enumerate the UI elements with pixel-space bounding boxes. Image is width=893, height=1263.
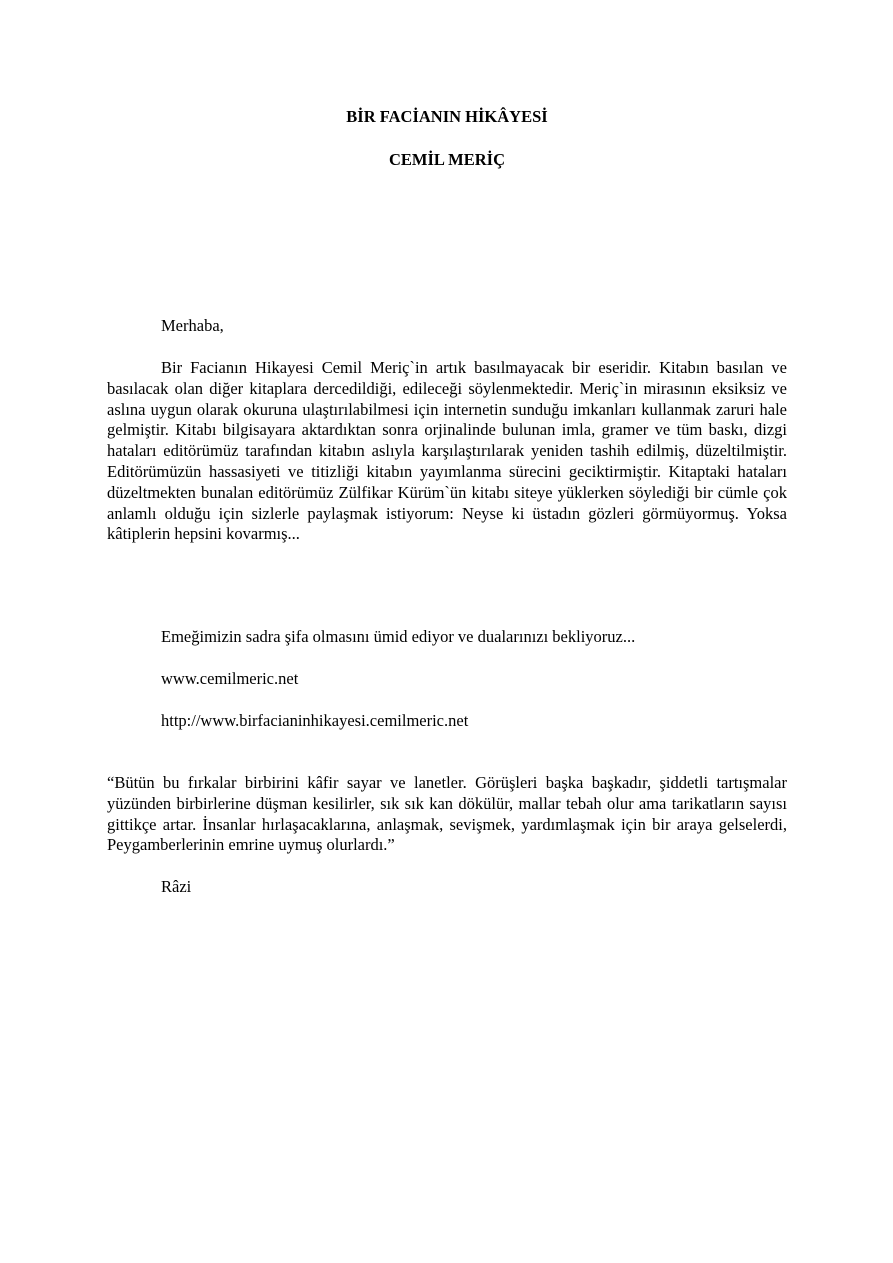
quote-signature: Râzi [161, 877, 192, 896]
document-title: BİR FACİANIN HİKÂYESİ [346, 107, 548, 126]
quote-paragraph: “Bütün bu fırkalar birbirini kâfir sayar ve lanetler. Görüşleri başka başkadır, şiddetli tartışmalar yüzünden birbirlerine düşman kesilirler, sık sık kan dökülür, mallar tebah olur ama tarikatların sayısı gittikçe artar. İnsanlar hırlaşacaklarına, anlaşmak, sevişmek, yardımlaşmak için bir araya gelselerdi, Peygamberlerinin emrine uymuş olurlardı.” [107, 773, 787, 855]
body-paragraph: Bir Facianın Hikayesi Cemil Meriç`in artık basılmayacak bir eseridir. Kitabın basılan ve basılacak olan diğer kitaplara dercedildiği, edileceği söylenmektedir. Meriç`in mirasının eksiksiz ve aslına uygun olarak okuruna ulaştırılabilmesi için internetin sunduğu imkanları kullanmak zaruri hale gelmiştir. Kitabı bilgisayara aktardıktan sonra orjinalinde bulunan imla, gramer ve tüm baskı, dizgi hataları editörümüz tarafından kitabın aslıyla karşılaştırılarak yeniden tashih edilmiş, düzeltilmiştir. Editörümüzün hassasiyeti ve titizliği kitabın yayımlanma sürecini geciktirmiştir. Kitaptaki hataları düzeltmekten bunalan editörümüz Zülfikar Kürüm`ün kitabı siteye yüklerken söylediği bir cümle çok anlamlı olduğu için sizlerle paylaşmak istiyorum: Neyse ki üstadın gözleri görmüyormuş. Yoksa kâtiplerin hepsini kovarmış... [107, 358, 787, 544]
greeting-text: Merhaba, [161, 316, 224, 335]
closing-text: Emeğimizin sadra şifa olmasını ümid ediyor ve dualarınızı bekliyoruz... [161, 627, 636, 646]
author-name: CEMİL MERİÇ [389, 150, 505, 169]
website-link[interactable]: www.cemilmeric.net [161, 669, 299, 688]
book-website-link[interactable]: http://www.birfacianinhikayesi.cemilmeric.net [161, 711, 469, 730]
